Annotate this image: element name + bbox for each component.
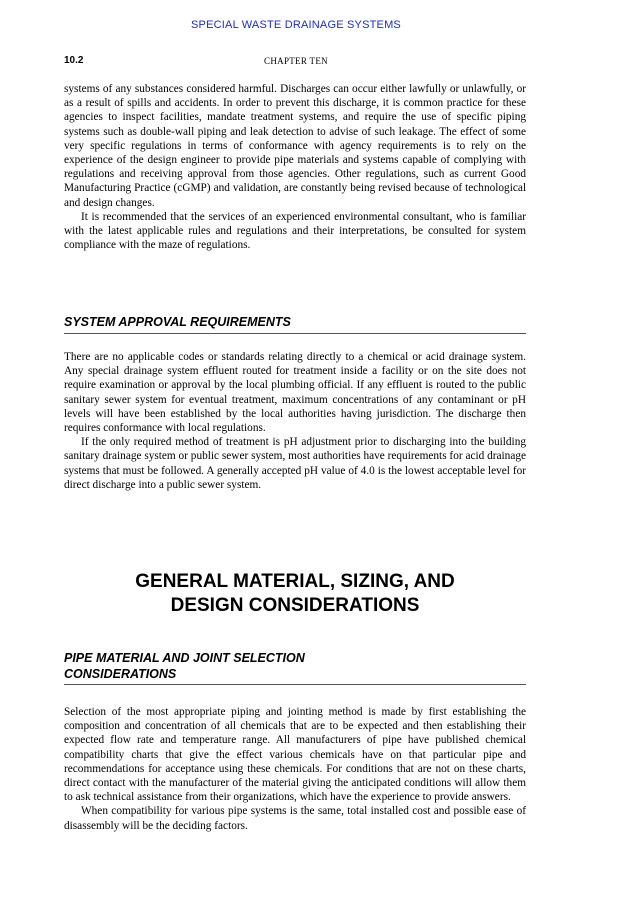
general-heading-line-2: DESIGN CONSIDERATIONS — [170, 595, 420, 616]
pipe-material-heading-line-2: CONSIDERATIONS — [64, 666, 177, 681]
system-approval-heading: SYSTEM APPROVAL REQUIREMENTS — [64, 315, 526, 334]
system-approval-section — [64, 350, 526, 492]
pipe-material-section — [64, 705, 526, 833]
intro-paragraph-2: It is recommended that the services of an experienced environmental consultant, who is familiar with the latest applicable rules and regulations and their interpretations, be consulted for system compliance with the maze of regulations. — [64, 210, 526, 252]
general-heading-line-1: GENERAL MATERIAL, SIZING, AND — [135, 571, 455, 592]
pipe-material-heading — [64, 651, 526, 685]
system-approval-paragraph-1: There are no applicable codes or standards relating directly to a chemical or acid drainage system. Any special drainage system effluent routed for treatment inside a facility or on the site does not require examination or approval by the local plumbing official. If any effluent is routed to the public sanitary sewer system for eventual treatment, maximum concentrations of any contaminant or pH levels will have been established by the local authorities having jurisdiction. The discharge then requires conformance with local regulations. — [64, 351, 526, 435]
system-approval-paragraph-2: If the only required method of treatment is pH adjustment prior to discharging into the building sanitary drainage system or public sewer system, most authorities have requirements for acid drainage systems that must be followed. A generally accepted pH value of 4.0 is the lowest acceptable level for direct discharge into a public sewer system. — [64, 436, 526, 491]
pipe-material-paragraph-1: Selection of the most appropriate piping and jointing method is made by first establishing the composition and concentration of all chemicals that are to be expected and then establishing their expected flow rate and temperature range. All manufacturers of pipe have published chemical compatibility charts that give the effect various chemicals have on that particular pipe and recommendations for acceptance using these chemicals. For conditions that are not on these charts, direct contact with the manufacturer of the material giving the anticipated conditions will allow them to ask technical assistance from their organizations, which have the experience to provide answers. — [64, 706, 526, 804]
page-number: 10.2 — [64, 55, 84, 66]
pipe-material-paragraph-2: When compatibility for various pipe systems is the same, total installed cost and possible ease of disassembly will be the deciding factors. — [64, 805, 526, 832]
intro-paragraph-1: systems of any substances considered harmful. Discharges can occur either lawfully or unlawfully, or as a result of spills and accidents. In order to prevent this discharge, it is common practice for these agencies to inspect facilities, mandate treatment systems, and require the use of specific piping systems such as double-wall piping and leak detection to advise of such leakage. The effect of some very specific regulations in terms of conformance with agency requirements is to rely on the experience of the design engineer to provide pipe materials and systems capable of complying with regulations and receiving approval from those agencies. Other regulations, such as current Good Manufacturing Practice (cGMP) and validation, are constantly being revised because of technological and design changes. — [64, 83, 526, 209]
general-considerations-heading — [64, 570, 526, 618]
running-head: SPECIAL WASTE DRAINAGE SYSTEMS — [191, 19, 401, 31]
pipe-material-heading-line-1: PIPE MATERIAL AND JOINT SELECTION — [64, 651, 305, 665]
chapter-title: CHAPTER TEN — [264, 56, 328, 66]
intro-section — [64, 82, 526, 252]
